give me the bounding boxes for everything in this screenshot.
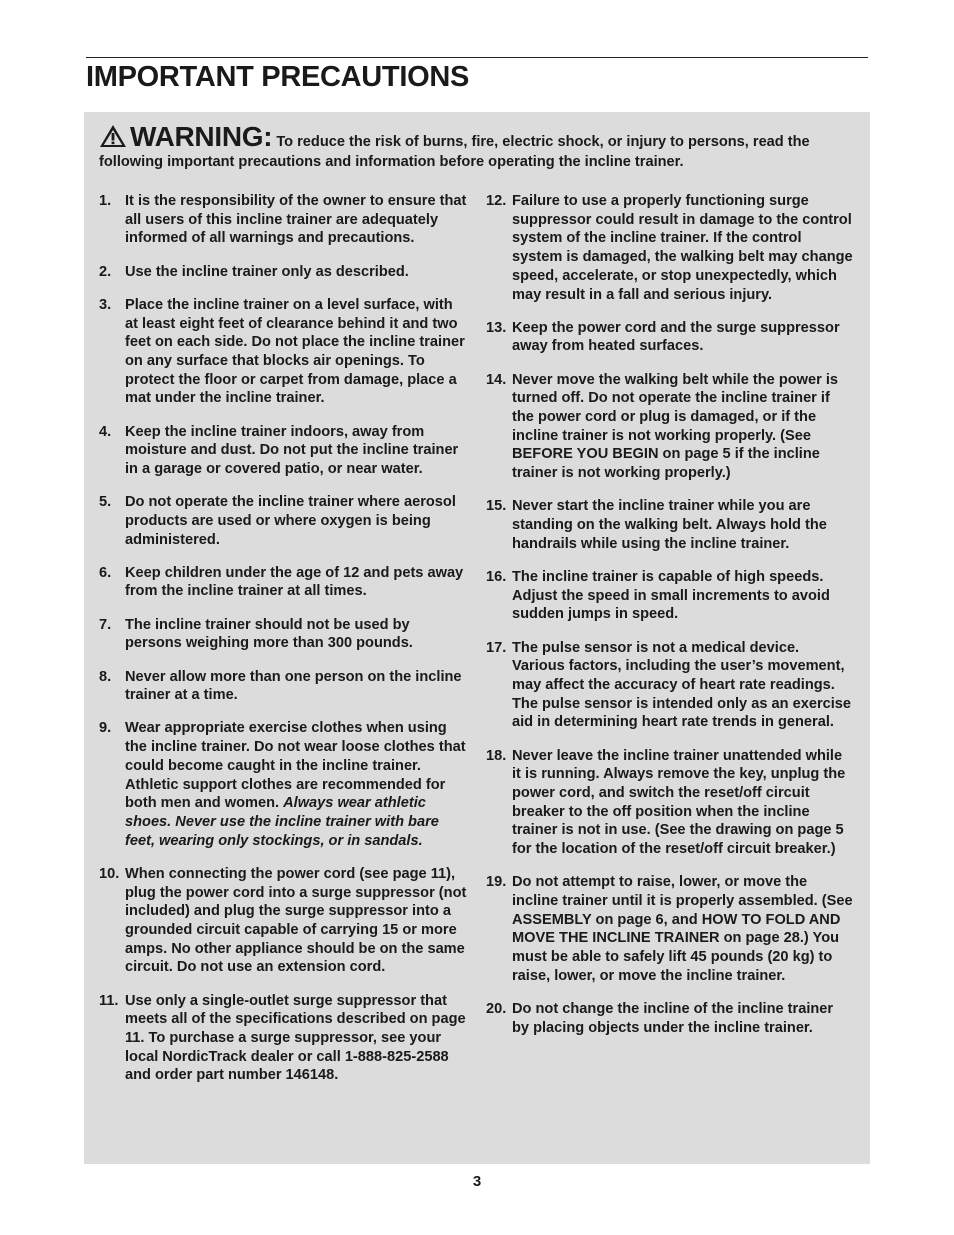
precaution-text: [125, 263, 469, 282]
top-rule: [86, 57, 868, 58]
precaution-text-main: Keep the incline trainer indoors, away from moisture and dust. Do not put the incline trainer in a garage or covered patio, or near water.: [125, 423, 459, 477]
precautions-panel: [84, 112, 870, 1164]
precaution-text-main: The incline trainer is capable of high speeds. Adjust the speed in small increments to avoid sudden jumps in speed.: [512, 568, 830, 623]
precaution-text: [125, 192, 469, 248]
warning-triangle-icon: [99, 124, 127, 148]
precautions-column-right: [486, 192, 854, 1052]
precaution-number: 2.: [99, 263, 112, 280]
precaution-text: [512, 192, 854, 304]
precaution-text-main: Do not change the incline of the incline trainer by placing objects under the incline trainer.: [512, 1001, 834, 1036]
precaution-text: [512, 371, 854, 483]
precaution-text: [512, 639, 854, 733]
precaution-text-main: It is the responsibility of the owner to ensure that all users of this incline trainer are adequately informed of all warnings and precautions.: [125, 193, 467, 247]
precaution-item: [99, 668, 469, 705]
precaution-number: 4.: [99, 423, 112, 440]
precaution-number: 12.: [486, 193, 507, 209]
precaution-number: 1.: [99, 193, 112, 209]
precaution-number: 13.: [486, 319, 507, 336]
precaution-text-main: The pulse sensor is not a medical device. Various factors, including the user’s movement, may affect the accuracy of heart rate readings. The pulse sensor is intended only as an exercise aid in determining heart rate trends in general.: [512, 639, 852, 731]
precaution-item: [486, 568, 854, 624]
precaution-number: 7.: [99, 616, 112, 633]
precaution-text-main: Keep the power cord and the surge suppressor away from heated surfaces.: [512, 319, 840, 355]
precaution-item: [99, 719, 469, 850]
precaution-number: 16.: [486, 568, 507, 585]
precaution-number: 11.: [99, 992, 119, 1009]
precaution-text-main: Never allow more than one person on the incline trainer at a time.: [125, 668, 462, 704]
precaution-item: [99, 423, 469, 479]
precaution-item: [486, 873, 854, 985]
precaution-text-main: Never move the walking belt while the power is turned off. Do not operate the incline trainer if the power cord or plug is damaged, or if the incline trainer is not working properly. (See BEFORE YOU BEGIN on page 5 if the incline trainer is not working properly.): [512, 371, 839, 482]
precaution-number: 18.: [486, 747, 507, 764]
precaution-number: 5.: [99, 494, 112, 511]
precaution-text-main: Use the incline trainer only as described.: [125, 263, 409, 280]
precaution-text-main: Failure to use a properly functioning surge suppressor could result in damage to the control system of the incline trainer. If the control system is damaged, the walking belt may change speed, accelerate, or stop unexpectedly, which may result in a fall and serious injury.: [512, 193, 853, 303]
precaution-item: [99, 616, 469, 653]
precaution-text: [125, 423, 469, 479]
precaution-text: [125, 296, 469, 408]
precaution-item: [99, 192, 469, 248]
precaution-text-main: Place the incline trainer on a level surface, with at least eight feet of clearance behind it and two feet on each side. Do not place the incline trainer on any surface that blocks air openings. To protect the floor or carpet from damage, place a mat under the incline trainer.: [125, 296, 465, 407]
precaution-text: [125, 719, 469, 850]
precaution-item: [99, 296, 469, 408]
precaution-text: [512, 1000, 854, 1037]
precaution-item: [486, 371, 854, 483]
precaution-text: [512, 747, 854, 859]
precaution-number: 10.: [99, 865, 120, 882]
precaution-number: 3.: [99, 296, 112, 313]
precaution-text: [125, 564, 469, 601]
warning-label: WARNING:: [130, 121, 273, 152]
precaution-text: [512, 497, 854, 553]
precaution-item: [486, 747, 854, 859]
precaution-number: 17.: [486, 639, 507, 656]
precaution-item: [99, 564, 469, 601]
precaution-text: [512, 568, 854, 624]
precaution-text-emphasis: Always wear athletic shoes. Never use the incline trainer with bare feet, wearing only stockings, or in sandals.: [125, 795, 439, 849]
precaution-number: 9.: [99, 720, 112, 737]
precaution-text-main: The incline trainer should not be used by persons weighing more than 300 pounds.: [125, 616, 413, 652]
precaution-number: 15.: [486, 498, 507, 515]
precaution-text-main: Never start the incline trainer while you are standing on the walking belt. Always hold the handrails while using the incline trainer.: [512, 498, 827, 552]
precaution-number: 6.: [99, 564, 112, 581]
precaution-item: [486, 319, 854, 356]
precaution-text-main: Do not attempt to raise, lower, or move the incline trainer until it is properly assembled. (See ASSEMBLY on page 6, and HOW TO FOLD AND MOVE THE INCLINE TRAINER on page 28.) You must be able to safely lift 45 pounds (20 kg) to raise, lower, or move the incline trainer.: [512, 874, 853, 984]
precaution-item: [99, 992, 469, 1086]
precaution-item: [486, 1000, 854, 1037]
precautions-column-left: [99, 192, 469, 1100]
precaution-item: [99, 493, 469, 549]
precaution-number: 20.: [486, 1001, 507, 1018]
precaution-text: [512, 319, 854, 356]
page-number: 3: [472, 1173, 482, 1190]
precaution-text: [125, 992, 469, 1086]
precaution-text-main: Wear appropriate exercise clothes when using the incline trainer. Do not wear loose clothes that could become caught in the incline trainer. Athletic support clothes are recommended for both men and women.: [125, 720, 466, 812]
warning-intro: To reduce the risk of burns, fire, electric shock, or injury to persons, read the following important precautions and information before operating the incline trainer.: [99, 134, 810, 170]
precaution-item: [99, 865, 469, 977]
precaution-item: [486, 639, 854, 733]
precaution-item: [99, 263, 469, 282]
precaution-text: [125, 865, 469, 977]
precaution-item: [486, 192, 854, 304]
precaution-number: 14.: [486, 371, 507, 388]
precaution-text-main: When connecting the power cord (see page 11), plug the power cord into a surge suppressor (not included) and plug the surge suppressor into a grounded circuit capable of carrying 15 or more amps. No other appliance should be on the same circuit. Do not use an extension cord.: [125, 865, 467, 976]
precaution-number: 8.: [99, 668, 112, 685]
precaution-text: [125, 493, 469, 549]
precaution-item: [486, 497, 854, 553]
page-title: IMPORTANT PRECAUTIONS: [86, 61, 470, 93]
precaution-text-main: Use only a single-outlet surge suppressor that meets all of the specifications described on page 11. To purchase a surge suppressor, see your local NordicTrack dealer or call 1-888-825-2588 and order part number 146148.: [125, 992, 466, 1084]
precaution-text-main: Never leave the incline trainer unattended while it is running. Always remove the key, unplug the power cord, and switch the reset/off circuit breaker to the off position when the incline trainer is not in use. (See the drawing on page 5 for the location of the reset/off circuit breaker.): [512, 747, 846, 858]
precaution-text: [125, 668, 469, 705]
warning-heading: [99, 122, 855, 172]
precaution-number: 19.: [486, 874, 507, 891]
precaution-text: [125, 616, 469, 653]
precaution-text-main: Keep children under the age of 12 and pets away from the incline trainer at all times.: [125, 564, 464, 600]
precaution-text: [512, 873, 854, 985]
precaution-text-main: Do not operate the incline trainer where aerosol products are used or where oxygen is being administered.: [125, 494, 456, 548]
